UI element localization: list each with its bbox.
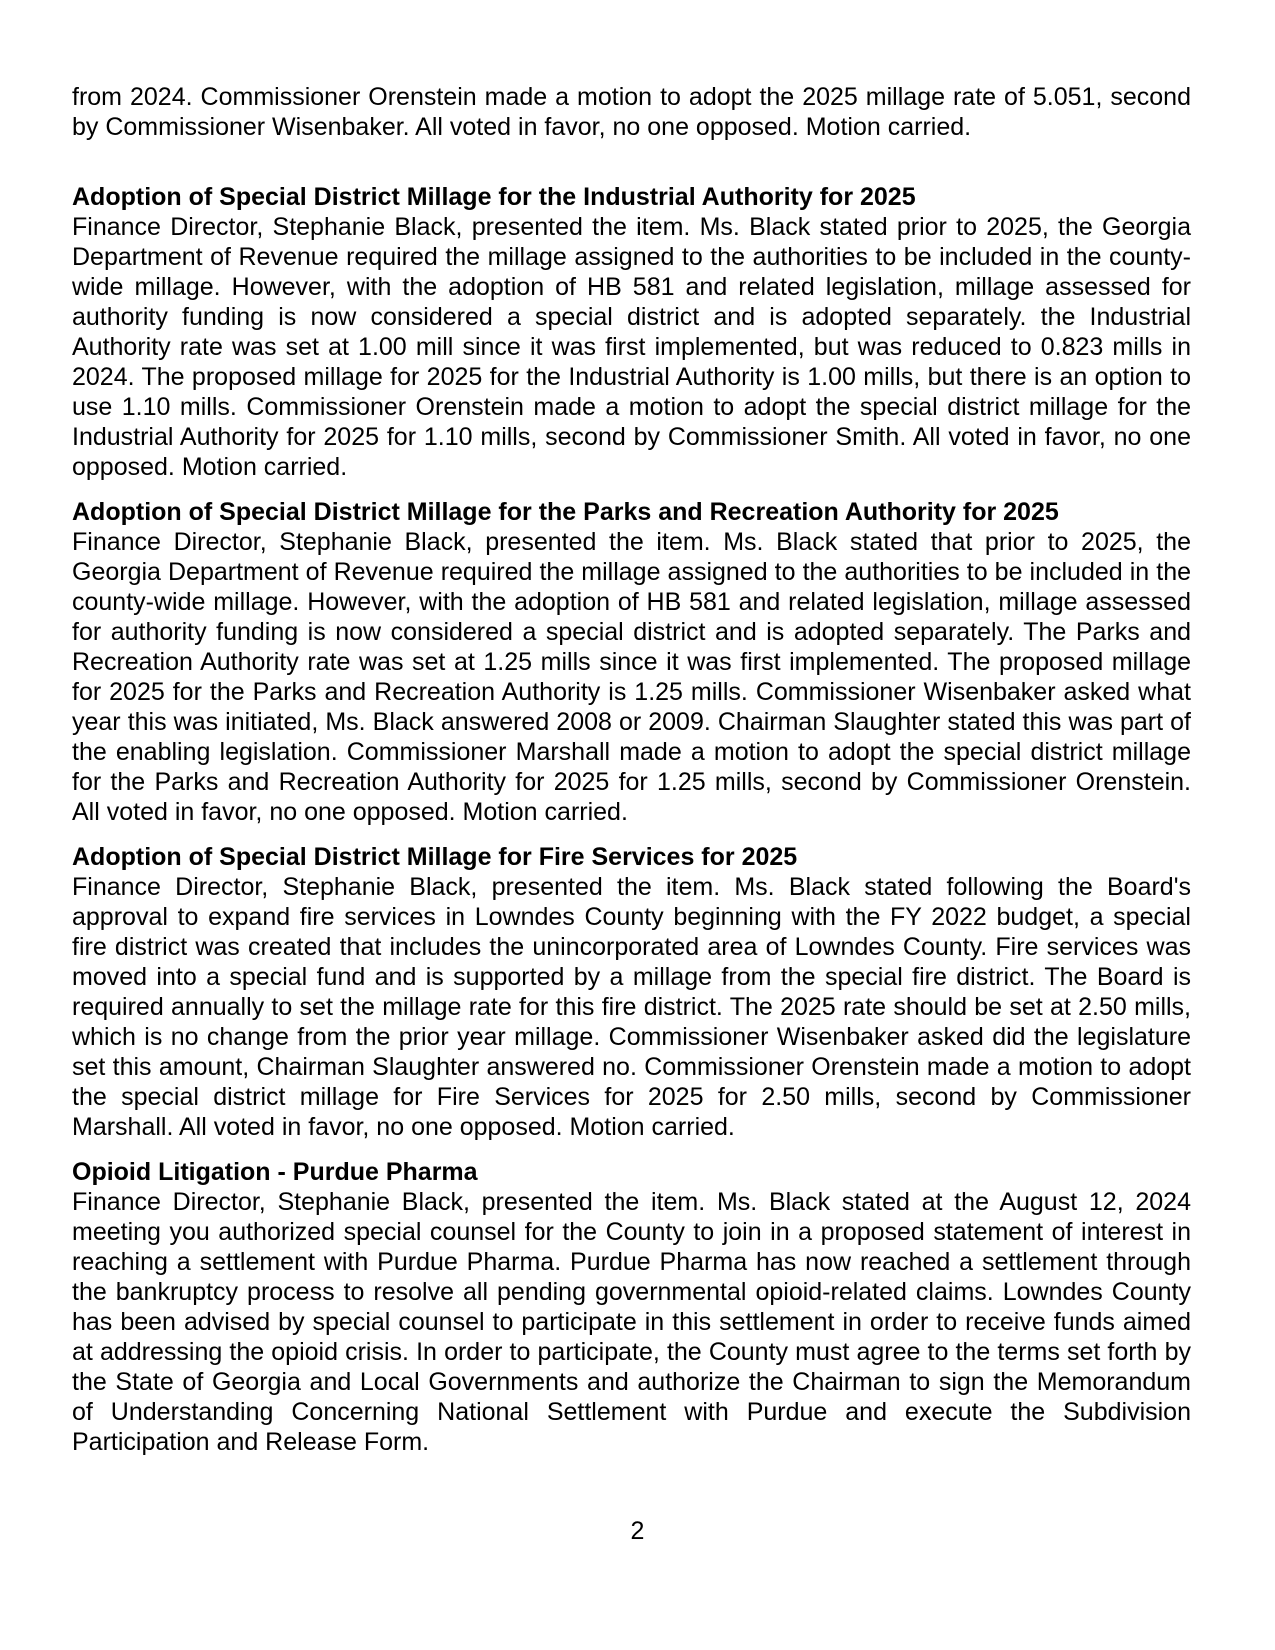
page-number: 2 [630, 1517, 645, 1545]
section-parks-recreation-millage [72, 497, 1191, 827]
section-body: Finance Director, Stephanie Black, presented the item. Ms. Black stated following the Board's approval to expand fire services in Lowndes County beginning with the FY 2022 budget, a special fire district was created that includes the unincorporated area of Lowndes County. Fire services was moved into a special fund and is supported by a millage from the special fire district. The Board is required annually to set the millage rate for this fire district. The 2025 rate should be set at 2.50 mills, which is no change from the prior year millage. Commissioner Wisenbaker asked did the legislature set this amount, Chairman Slaughter answered no. Commissioner Orenstein made a motion to adopt the special district millage for Fire Services for 2025 for 2.50 mills, second by Commissioner Marshall. All voted in favor, no one opposed. Motion carried. [72, 873, 1191, 1141]
section-heading: Adoption of Special District Millage for the Parks and Recreation Authority for 2025 [72, 498, 1059, 526]
section-body: Finance Director, Stephanie Black, presented the item. Ms. Black stated that prior to 2025, the Georgia Department of Revenue required the millage assigned to the authorities to be included in the county-wide millage. However, with the adoption of HB 581 and related legislation, millage assessed for authority funding is now considered a special district and is adopted separately. The Parks and Recreation Authority rate was set at 1.25 mills since it was first implemented. The proposed millage for 2025 for the Parks and Recreation Authority is 1.25 mills. Commissioner Wisenbaker asked what year this was initiated, Ms. Black answered 2008 or 2009. Chairman Slaughter stated this was part of the enabling legislation. Commissioner Marshall made a motion to adopt the special district millage for the Parks and Recreation Authority for 2025 for 1.25 mills, second by Commissioner Orenstein. All voted in favor, no one opposed. Motion carried. [72, 528, 1191, 826]
continuation-paragraph: from 2024. Commissioner Orenstein made a motion to adopt the 2025 millage rate of 5.051, second by Commissioner Wisenbaker. All voted in favor, no one opposed. Motion carried. [72, 83, 1191, 141]
section-heading: Opioid Litigation - Purdue Pharma [72, 1158, 478, 1186]
section-opioid-litigation [72, 1157, 1191, 1457]
section-body: Finance Director, Stephanie Black, presented the item. Ms. Black stated at the August 12, 2024 meeting you authorized special counsel for the County to join in a proposed statement of interest in reaching a settlement with Purdue Pharma. Purdue Pharma has now reached a settlement through the bankruptcy process to resolve all pending governmental opioid-related claims. Lowndes County has been advised by special counsel to participate in this settlement in order to receive funds aimed at addressing the opioid crisis. In order to participate, the County must agree to the terms set forth by the State of Georgia and Local Governments and authorize the Chairman to sign the Memorandum of Understanding Concerning National Settlement with Purdue and execute the Subdivision Participation and Release Form. [72, 1188, 1191, 1456]
section-fire-services-millage [72, 842, 1191, 1142]
section-industrial-authority-millage [72, 182, 1191, 482]
section-heading: Adoption of Special District Millage for Fire Services for 2025 [72, 843, 798, 871]
section-body: Finance Director, Stephanie Black, presented the item. Ms. Black stated prior to 2025, the Georgia Department of Revenue required the millage assigned to the authorities to be included in the county-wide millage. However, with the adoption of HB 581 and related legislation, millage assessed for authority funding is now considered a special district and is adopted separately. the Industrial Authority rate was set at 1.00 mill since it was first implemented, but was reduced to 0.823 mills in 2024. The proposed millage for 2025 for the Industrial Authority is 1.00 mills, but there is an option to use 1.10 mills. Commissioner Orenstein made a motion to adopt the special district millage for the Industrial Authority for 2025 for 1.10 mills, second by Commissioner Smith. All voted in favor, no one opposed. Motion carried. [72, 213, 1191, 481]
section-heading: Adoption of Special District Millage for the Industrial Authority for 2025 [72, 183, 916, 211]
